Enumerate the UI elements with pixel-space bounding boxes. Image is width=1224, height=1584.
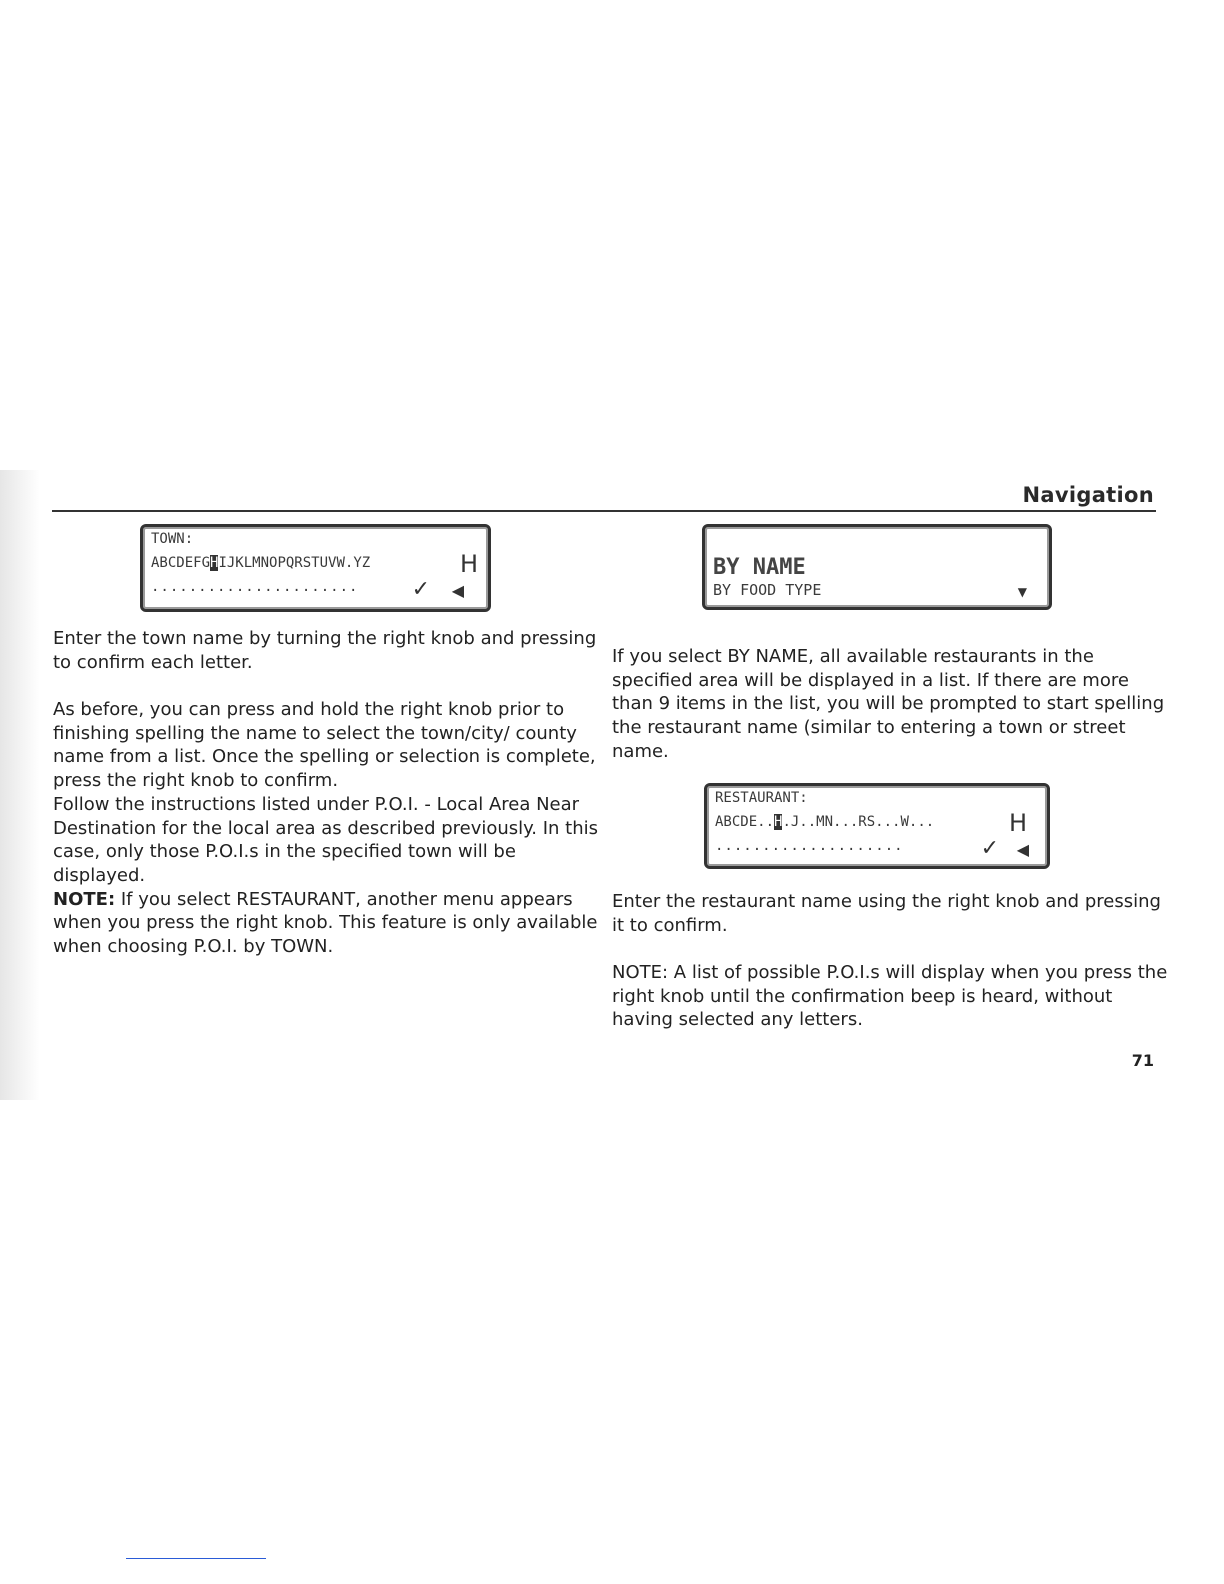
restaurant-entry-instructions: Enter the restaurant name using the right knob and pressing it to confirm. — [612, 891, 1161, 936]
checkmark-icon: ✓ — [411, 577, 430, 602]
scan-edge-shadow — [0, 470, 40, 1100]
town-display-title: TOWN: — [151, 531, 194, 547]
header-divider — [52, 510, 1156, 512]
town-entry-dots: ...................... — [151, 579, 359, 595]
town-letters-before: ABCDEFG — [151, 555, 211, 571]
by-name-option: BY NAME — [713, 555, 806, 580]
restaurant-display-title: RESTAURANT: — [715, 790, 808, 806]
town-letter-row — [151, 555, 370, 571]
town-letters-after: IJKLMNOPQRSTUVW.YZ — [218, 555, 371, 571]
back-arrow-icon: ◀ — [451, 581, 464, 600]
town-entry-display — [140, 524, 491, 612]
poi-list-note: NOTE: A list of possible P.O.I.s will display when you press the right knob until the confirmation beep is heard, without having selected any letters. — [612, 962, 1168, 1031]
checkmark-icon: ✓ — [980, 836, 999, 861]
page-title: Navigation — [1022, 483, 1154, 507]
restaurant-selected-letter: H — [1008, 809, 1027, 837]
town-entry-instructions: Enter the town name by turning the right knob and pressing to confirm each letter. — [53, 628, 597, 673]
note-label: NOTE: — [53, 888, 116, 910]
restaurant-note — [53, 888, 613, 959]
back-arrow-icon: ◀ — [1016, 840, 1029, 859]
left-body-text — [53, 698, 613, 959]
press-hold-instructions: As before, you can press and hold the right knob prior to finishing spelling the name to select the town/city/ county name from a list. Once the spelling or selection is complete, press the right knob to confirm. — [53, 699, 596, 792]
by-name-description: If you select BY NAME, all available restaurants in the specified area will be displayed in a list. If there are more than 9 items in the list, you will be prompted to start spelling the restaurant name (similar to entering a town or street name. — [612, 646, 1165, 762]
restaurant-search-mode-display — [702, 524, 1052, 610]
down-arrow-icon: ▼ — [1017, 585, 1027, 599]
town-selected-letter: H — [459, 550, 478, 578]
footnote-divider — [126, 1558, 266, 1559]
restaurant-letter-cursor: H — [774, 814, 783, 830]
restaurant-entry-display — [704, 783, 1050, 869]
note-text: If you select RESTAURANT, another menu appears when you press the right knob. This feature is only available when choosing P.O.I. by TOWN. — [53, 888, 598, 958]
page-number: 71 — [1131, 1051, 1154, 1070]
restaurant-letters-before: ABCDE.. — [715, 814, 775, 830]
restaurant-letter-row — [715, 814, 934, 830]
restaurant-letters-after: .J..MN...RS...W... — [782, 814, 935, 830]
by-food-type-option: BY FOOD TYPE — [713, 581, 822, 599]
restaurant-entry-dots: .................... — [715, 838, 904, 854]
local-area-instructions: Follow the instructions listed under P.O.I. - Local Area Near Destination for the local area as described previously. In this case, only those P.O.I.s in the specified town will be displayed. — [53, 793, 598, 886]
town-letter-cursor: H — [210, 555, 219, 571]
